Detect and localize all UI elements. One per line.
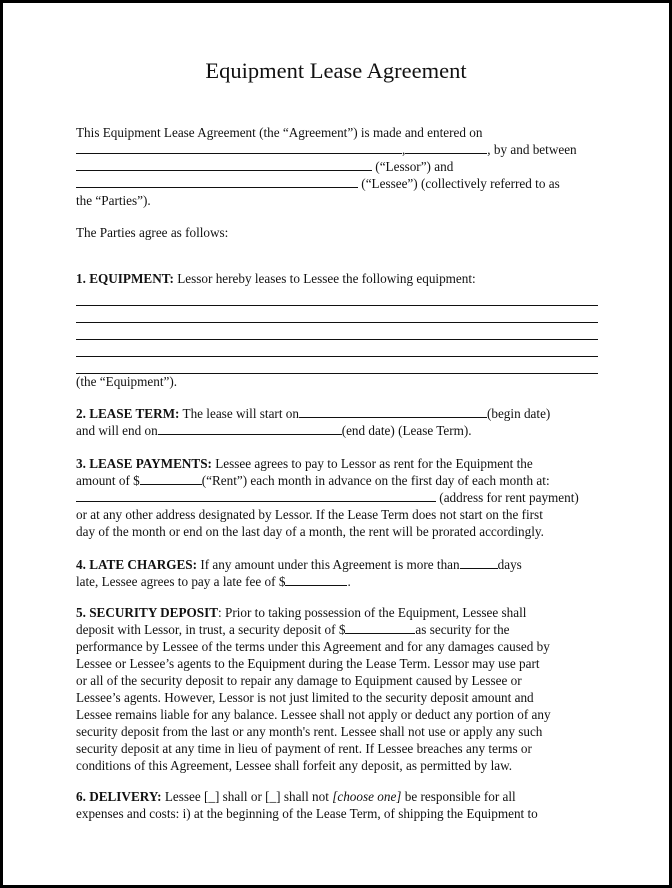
rent-address-blank[interactable] <box>76 490 436 502</box>
section-4-heading: 4. LATE CHARGES: <box>76 557 198 572</box>
section-4-line-1: 4. LATE CHARGES: If any amount under this Agreement is more than days <box>76 557 522 572</box>
security-deposit-blank[interactable] <box>345 622 415 634</box>
section-3-line-1: 3. LEASE PAYMENTS: Lessee agrees to pay to Lessor as rent for the Equipment the <box>76 456 533 471</box>
choose-one-note: [choose one] <box>332 789 402 804</box>
section-5-line-7: Lessee remains liable for any balance. Lessee shall not apply or deduct any portion of any <box>76 707 551 722</box>
section-1-heading: 1. EQUIPMENT: <box>76 271 174 286</box>
intro-line-4: (“Lessee”) (collectively referred to as <box>76 176 560 192</box>
section-6-line-1: 6. DELIVERY: Lessee [_] shall or [_] shall not [choose one] be responsible for all <box>76 789 516 804</box>
section-2-line-2: and will end on (end date) (Lease Term). <box>76 423 472 438</box>
section-5-line-4: Lessee or Lessee’s agents to the Equipment during the Lease Term. Lessor may use part <box>76 656 540 671</box>
end-date-blank[interactable] <box>158 423 342 435</box>
section-3-line-5: day of the month or end on the last day of a month, the rent will be prorated accordingly. <box>76 524 544 539</box>
intro-line-1: This Equipment Lease Agreement (the “Agreement”) is made and entered on <box>76 125 483 140</box>
section-4-line-2: late, Lessee agrees to pay a late fee of $ . <box>76 574 351 589</box>
section-5-line-1: 5. SECURITY DEPOSIT: Prior to taking possession of the Equipment, Lessee shall <box>76 605 527 620</box>
section-5-line-5: or all of the security deposit to repair any damage to Equipment caused by Lessee or <box>76 673 522 688</box>
rent-amount-blank[interactable] <box>140 473 202 485</box>
section-5-line-10: conditions of this Agreement, Lessee shall forfeit any deposit, as permitted by law. <box>76 758 513 773</box>
equipment-line-2[interactable] <box>76 322 598 323</box>
lessee-name-blank[interactable] <box>76 176 358 188</box>
section-5-line-6: Lessee’s agents. However, Lessor is not just limited to the security deposit amount and <box>76 690 534 705</box>
section-6-line-2: expenses and costs: i) at the beginning of the Lease Term, of shipping the Equipment to <box>76 806 538 821</box>
parties-agree: The Parties agree as follows: <box>76 225 229 240</box>
section-3-line-2: amount of $ (“Rent”) each month in advance on the first day of each month at: <box>76 473 550 488</box>
intro-line-5: the “Parties”). <box>76 193 151 208</box>
equipment-line-1[interactable] <box>76 305 598 306</box>
equipment-closing: (the “Equipment”). <box>76 374 178 389</box>
intro-line-3: (“Lessor”) and <box>76 159 453 175</box>
section-2-line-1: 2. LEASE TERM: The lease will start on (begin date) <box>76 406 551 421</box>
late-fee-blank[interactable] <box>285 574 347 586</box>
intro-line-2: , , by and between <box>76 142 577 158</box>
date-blank[interactable] <box>76 142 402 154</box>
document-title: Equipment Lease Agreement <box>205 58 467 83</box>
section-3-line-4: or at any other address designated by Lessor. If the Lease Term does not start on the first <box>76 507 543 522</box>
equipment-line-4[interactable] <box>76 356 598 357</box>
section-3-line-3: (address for rent payment) <box>76 490 579 506</box>
year-blank[interactable] <box>405 142 487 154</box>
begin-date-blank[interactable] <box>299 406 487 418</box>
section-5-line-2: deposit with Lessor, in trust, a security deposit of $ as security for the <box>76 622 510 637</box>
section-2-heading: 2. LEASE TERM: <box>76 406 180 421</box>
lessor-name-blank[interactable] <box>76 159 372 171</box>
section-5-heading: 5. SECURITY DEPOSIT <box>76 605 219 620</box>
late-days-blank[interactable] <box>460 557 498 569</box>
section-5-line-3: performance by Lessee of the terms under this Agreement and for any damages caused by <box>76 639 550 654</box>
section-6-heading: 6. DELIVERY: <box>76 789 162 804</box>
section-5-line-9: security deposit at any time in lieu of payment of rent. If Lessee breaches any terms or <box>76 741 532 756</box>
delivery-choice[interactable]: Lessee [_] shall or [_] shall not <box>161 789 333 804</box>
section-1: 1. EQUIPMENT: Lessor hereby leases to Lessee the following equipment: <box>76 271 476 286</box>
equipment-line-3[interactable] <box>76 339 598 340</box>
section-5-line-8: security deposit from the last or any month's rent. Lessee shall not use or apply any such <box>76 724 543 739</box>
section-3-heading: 3. LEASE PAYMENTS: <box>76 456 212 471</box>
